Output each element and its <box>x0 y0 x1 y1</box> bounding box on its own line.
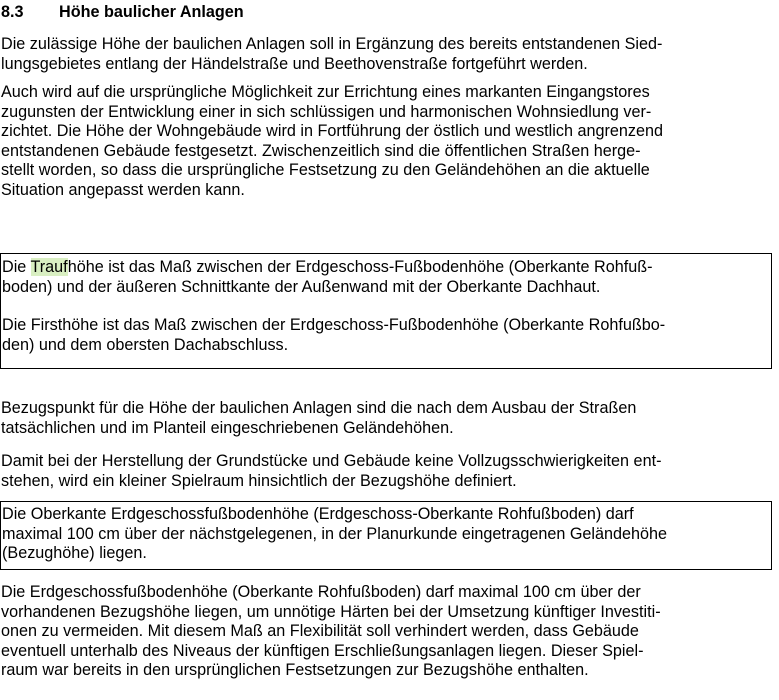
paragraph-reference-point <box>1 399 773 438</box>
section-number: 8.3 <box>1 3 24 21</box>
text-line: entstandenen Gebäude festgesetzt. Zwischenzeitlich sind die öffentlichen Straßen herge- <box>1 141 641 160</box>
text-line: den) und dem obersten Dachabschluss. <box>2 335 289 354</box>
text-line: Situation angepasst werden kann. <box>1 180 245 199</box>
paragraph-eaves-height <box>2 258 774 297</box>
text-line: Die zulässige Höhe der baulichen Anlagen soll in Ergänzung des bereits entstandenen Sied- <box>1 35 663 53</box>
text-line: onen zu vermeiden. Mit diesem Maß an Flexibilität soll verhindert werden, dass Gebäude <box>1 622 639 640</box>
paragraph-intro <box>1 35 773 74</box>
text-line: (Bezughöhe) liegen. <box>2 544 147 562</box>
text-line: lungsgebietes entlang der Händelstraße und Beethovenstraße fortgeführt werden. <box>1 54 588 73</box>
paragraph-floor-height-explanation <box>1 583 773 681</box>
text-line: maximal 100 cm über der nächstgelegenen, in der Planurkunde eingetragenen Geländehöhe <box>2 524 668 543</box>
text-line: stehen, wird ein kleiner Spielraum hinsichtlich der Bezugshöhe definiert. <box>1 471 517 490</box>
text-line: Die Erdgeschossfußbodenhöhe (Oberkante Rohfußboden) darf maximal 100 cm über der <box>1 583 641 601</box>
section-heading <box>1 2 244 22</box>
text-line: Bezugspunkt für die Höhe der baulichen Anlagen sind die nach dem Ausbau der Straßen <box>1 399 637 417</box>
paragraph-entrance-gate <box>1 83 773 200</box>
text-line: stellt worden, so dass die ursprüngliche Festsetzung zu den Geländehöhen an die aktuelle <box>1 161 650 179</box>
text-line: Die Oberkante Erdgeschossfußbodenhöhe (Erdgeschoss-Oberkante Rohfußboden) darf <box>2 505 634 523</box>
paragraph-tolerance <box>1 452 773 491</box>
text-line: Auch wird auf die ursprüngliche Möglichkeit zur Errichtung eines markanten Eingangstores <box>1 83 650 101</box>
section-title: Höhe baulicher Anlagen <box>59 3 244 21</box>
paragraph-floor-height-rule <box>2 505 774 564</box>
highlighted-word: Trauf <box>30 258 68 276</box>
text-fragment: höhe ist das Maß zwischen der Erdgeschoss-Fußbodenhöhe (Oberkante Rohfuß- <box>67 258 653 276</box>
text-line: boden) und der äußeren Schnittkante der Außenwand mit der Oberkante Dachhaut. <box>2 277 601 296</box>
definition-box-heights <box>0 253 772 369</box>
text-fragment: Die <box>2 258 31 276</box>
definition-box-floor-height <box>0 501 772 570</box>
text-line: eventuell unterhalb des Niveaus der künftigen Erschließungsanlagen liegen. Dieser Spiel- <box>1 641 644 660</box>
text-line: raum war bereits in den ursprünglichen Festsetzungen zur Bezugshöhe enthalten. <box>1 661 589 679</box>
text-line: vorhandenen Bezugshöhe liegen, um unnötige Härten bei der Umsetzung künftiger Investiti- <box>1 602 661 621</box>
text-line: zichtet. Die Höhe der Wohngebäude wird in Fortführung der östlich und westlich angrenzend <box>1 122 663 140</box>
text-line <box>2 258 774 278</box>
text-line: Die Firsthöhe ist das Maß zwischen der Erdgeschoss-Fußbodenhöhe (Oberkante Rohfußbo- <box>2 316 666 334</box>
paragraph-ridge-height <box>2 316 774 355</box>
text-line: zugunsten der Entwicklung einer in sich schlüssigen und harmonischen Wohnsiedlung ver- <box>1 102 652 121</box>
text-line: tatsächlichen und im Planteil eingeschriebenen Geländehöhen. <box>1 418 454 437</box>
text-line: Damit bei der Herstellung der Grundstücke und Gebäude keine Vollzugsschwierigkeiten ent- <box>1 452 662 470</box>
